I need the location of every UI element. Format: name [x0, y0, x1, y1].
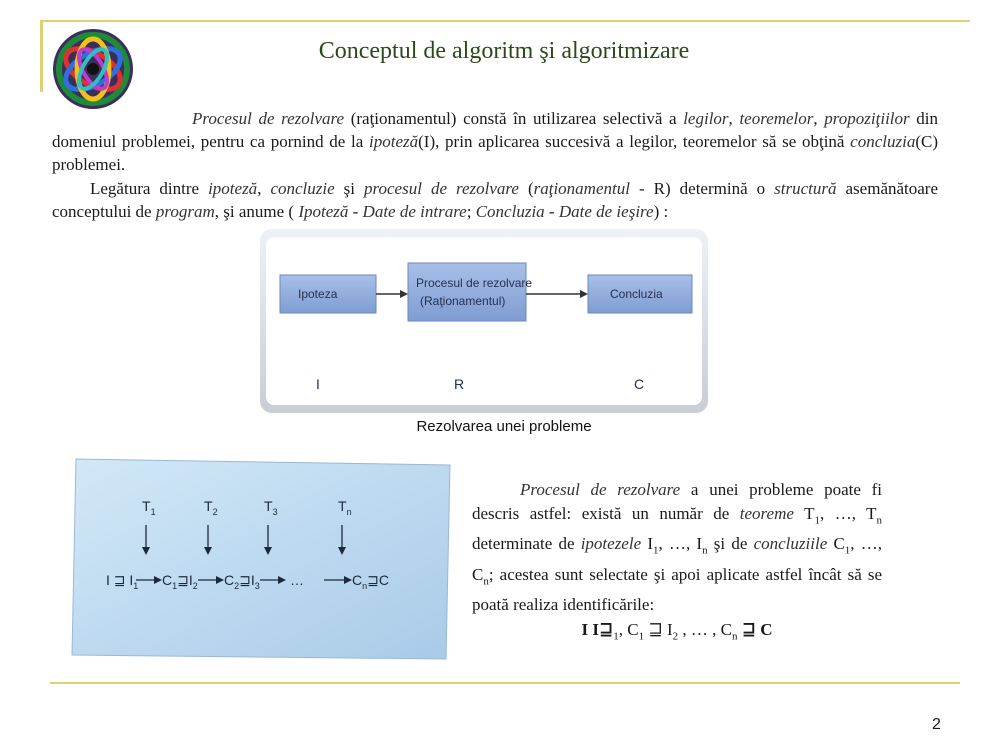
- text-span: ipoteză: [208, 179, 258, 198]
- text-span: (raţionamentul) constă în utilizarea selectivă a: [344, 109, 684, 128]
- frame-top-line: [40, 20, 970, 22]
- text-span: 1: [814, 514, 820, 527]
- concluzia-label: Concluzia: [610, 287, 663, 301]
- text-span: 1: [133, 581, 139, 591]
- frame-bottom-line: [50, 682, 960, 684]
- text-span: , …, I: [658, 534, 703, 554]
- text-span: Date de ieşire: [558, 202, 654, 221]
- text-span: T: [793, 504, 815, 523]
- text-span: concluzie: [270, 179, 335, 198]
- text-span: I ⊒ I: [106, 572, 134, 588]
- text-span: 3: [254, 581, 260, 591]
- text-span: T: [142, 498, 151, 514]
- text-span: determinate de: [472, 534, 581, 554]
- label-c: C: [634, 376, 645, 392]
- page-number: 2: [932, 716, 941, 733]
- theorem-chain-panel: [70, 455, 452, 663]
- text-span: , şi anume (: [214, 202, 299, 221]
- paragraph-reasoning: [52, 107, 938, 176]
- rezolvare-label-1: Procesul de rezolvare: [416, 276, 533, 290]
- text-span: n: [346, 507, 352, 517]
- text-span: ,: [257, 179, 271, 198]
- text-span: C: [224, 572, 235, 588]
- text-span: n: [876, 514, 883, 527]
- text-span: Ipoteză: [298, 202, 349, 221]
- text-span: structură: [774, 179, 837, 198]
- text-span: ⊒I: [239, 572, 255, 588]
- paragraph-structure: [52, 177, 938, 223]
- text-span: 2: [192, 581, 198, 591]
- text-span: ⊒I: [177, 572, 193, 588]
- text-span: 2: [212, 507, 218, 517]
- text-span: 2: [234, 581, 240, 591]
- text-span: raţionamentul: [533, 179, 630, 198]
- text-span: ⊒ I: [644, 620, 673, 639]
- text-span: program: [155, 202, 215, 221]
- text-span: (: [518, 179, 534, 198]
- text-span: concluziile: [753, 534, 828, 554]
- text-span: ; acestea sunt selectate şi apoi aplicate astfel încât să se poată realiza identificările:: [472, 564, 882, 615]
- ipoteza-label: Ipoteza: [298, 287, 338, 301]
- text-span: 1: [172, 581, 178, 591]
- text-span: legilor: [683, 109, 729, 128]
- text-span: ,: [813, 109, 825, 128]
- text-span: ) :: [653, 202, 669, 221]
- text-span: ⊒ C: [737, 620, 773, 639]
- label-i: I: [316, 376, 320, 392]
- text-span: 1: [653, 544, 659, 557]
- text-span: 1: [150, 507, 156, 517]
- text-span: 1: [844, 544, 851, 557]
- text-span: ,: [728, 109, 740, 128]
- text-span: 1: [613, 630, 619, 643]
- text-span: -: [348, 202, 363, 221]
- text-span: Date de intrare: [362, 202, 467, 221]
- text-span: - R) determină o: [629, 179, 775, 198]
- chain-dots: …: [290, 572, 304, 588]
- text-span: C: [162, 572, 173, 588]
- label-r: R: [454, 376, 465, 392]
- text-span: 2: [672, 630, 679, 643]
- identification-formula: [472, 620, 882, 642]
- text-span: C: [352, 572, 363, 588]
- page-title: Conceptul de algoritm şi algoritmizare: [318, 38, 690, 64]
- rezolvare-label-2: (Raţionamentul): [420, 294, 506, 308]
- text-span: propoziţiilor: [824, 109, 910, 128]
- text-span: n: [483, 575, 489, 588]
- paragraph-process: [472, 478, 882, 617]
- text-span: C: [827, 534, 845, 554]
- text-span: (C) problemei.: [52, 132, 938, 174]
- diagram-caption: Rezolvarea unei probleme: [416, 418, 592, 435]
- panel-background: [72, 459, 450, 659]
- text-span: Procesul de rezolvare: [192, 109, 345, 128]
- text-span: T: [338, 498, 347, 514]
- text-span: asemănătoare conceptului de: [52, 179, 939, 221]
- text-span: ipotezele: [580, 534, 642, 554]
- text-span: n: [702, 544, 708, 557]
- text-span: n: [362, 581, 368, 591]
- rezolvare-box: [408, 263, 526, 321]
- text-span: Legătura dintre: [90, 179, 209, 198]
- text-span: Procesul de rezolvare: [520, 480, 681, 499]
- text-span: , … , C: [678, 620, 732, 639]
- text-span: concluzia: [850, 132, 916, 151]
- text-span: teoremelor: [739, 109, 814, 128]
- text-span: (I), prin aplicarea succesivă a legilor, teoremelor să se obţină: [418, 132, 851, 151]
- text-span: ;: [466, 202, 476, 221]
- text-span: , …, C: [472, 534, 883, 584]
- text-span: T: [264, 498, 273, 514]
- text-span: procesul de rezolvare: [364, 179, 519, 198]
- text-span: a unei probleme poate fi descris astfel: există un număr de: [472, 480, 882, 523]
- text-span: Concluzia: [475, 202, 545, 221]
- text-span: din domeniul problemei, pentru ca pornind de la: [52, 109, 939, 151]
- text-span: T: [204, 498, 213, 514]
- text-span: şi: [334, 179, 365, 198]
- text-span: , …, T: [819, 504, 877, 523]
- text-span: 1: [638, 630, 645, 643]
- text-span: -: [544, 202, 559, 221]
- text-span: n: [731, 630, 738, 643]
- problem-solving-diagram: [258, 227, 710, 415]
- text-span: I: [641, 534, 653, 554]
- text-span: I I⊒: [581, 620, 614, 639]
- text-span: şi de: [707, 534, 754, 554]
- text-span: teoreme: [739, 504, 794, 523]
- text-span: ipoteză: [369, 132, 419, 151]
- text-span: ⊒C: [367, 572, 389, 588]
- text-span: 3: [272, 507, 278, 517]
- text-span: , C: [618, 620, 639, 639]
